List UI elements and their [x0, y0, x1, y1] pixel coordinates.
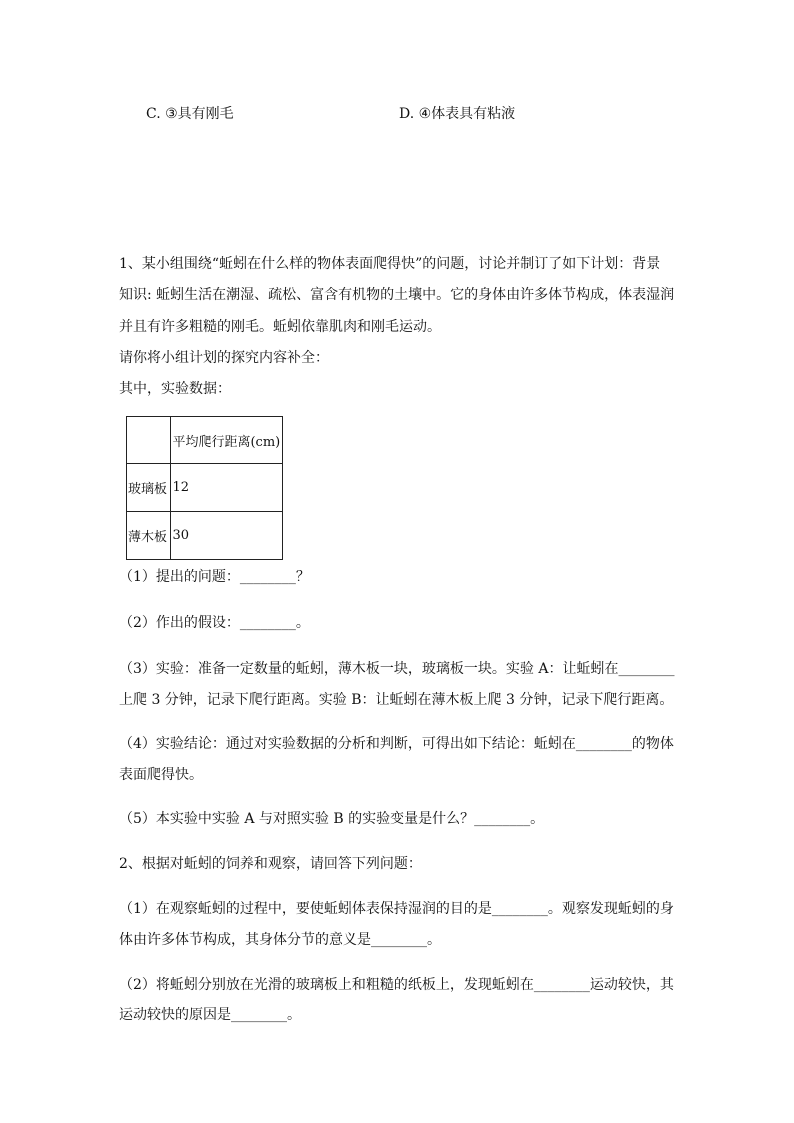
table-header-cell: 平均爬行距离(cm) — [171, 417, 283, 464]
question-1-data-intro: 其中，实验数据： — [119, 381, 231, 397]
question-1-intro-line-3: 并且有许多粗糙的刚毛。蚯蚓依靠肌肉和刚毛运动。 — [119, 319, 441, 335]
question-2-sub-1-line-2: 体由许多体节构成，其身体分节的意义是________。 — [119, 932, 441, 948]
table-cell: 30 — [171, 512, 283, 560]
question-2-sub-2-line-2: 运动较快的原因是________。 — [119, 1007, 301, 1023]
question-1-sub-3-line-2: 上爬 3 分钟，记录下爬行距离。实验 B：让蚯蚓在薄木板上爬 3 分钟，记录下爬行距离。 — [119, 692, 674, 708]
table-row — [127, 464, 283, 512]
experiment-data-table — [126, 416, 283, 560]
option-d: D. ④体表具有粘液 — [399, 106, 516, 122]
table-row — [127, 512, 283, 560]
question-1-sub-4-line-2: 表面爬得快。 — [119, 767, 203, 783]
question-1-sub-1: （1）提出的问题：________？ — [119, 569, 310, 585]
question-1-instruction: 请你将小组计划的探究内容补全： — [119, 350, 329, 366]
question-2-sub-1-line-1: （1）在观察蚯蚓的过程中，要使蚯蚓体表保持湿润的目的是________。观察发现蚯蚓的身 — [119, 901, 674, 917]
table-header-row — [127, 417, 283, 464]
question-1-intro-line-2: 知识: 蚯蚓生活在潮湿、疏松、富含有机物的土壤中。它的身体由许多体节构成，体表湿润 — [119, 287, 675, 303]
table-cell: 薄木板 — [127, 512, 171, 560]
question-1-intro-line-1: 1、某小组围绕“蚯蚓在什么样的物体表面爬得快”的问题，讨论并制订了如下计划：背景 — [119, 256, 661, 272]
option-c: C. ③具有刚毛 — [146, 106, 234, 122]
question-1-sub-4-line-1: （4）实验结论：通过对实验数据的分析和判断，可得出如下结论：蚯蚓在________的物体 — [119, 736, 674, 752]
question-2-sub-2-line-1: （2）将蚯蚓分别放在光滑的玻璃板上和粗糙的纸板上，发现蚯蚓在________运动较快，其 — [119, 977, 674, 993]
question-1-sub-2: （2）作出的假设：________。 — [119, 615, 310, 631]
table-cell: 玻璃板 — [127, 464, 171, 512]
question-1-sub-5: （5）本实验中实验 A 与对照实验 B 的实验变量是什么？________。 — [119, 811, 545, 827]
question-2-intro: 2、根据对蚯蚓的饲养和观察，请回答下列问题： — [119, 856, 422, 872]
question-1-sub-3-line-1: （3）实验：准备一定数量的蚯蚓，薄木板一块，玻璃板一块。实验 A：让蚯蚓在________ — [119, 661, 675, 677]
table-header-cell — [127, 417, 171, 464]
table-cell: 12 — [171, 464, 283, 512]
